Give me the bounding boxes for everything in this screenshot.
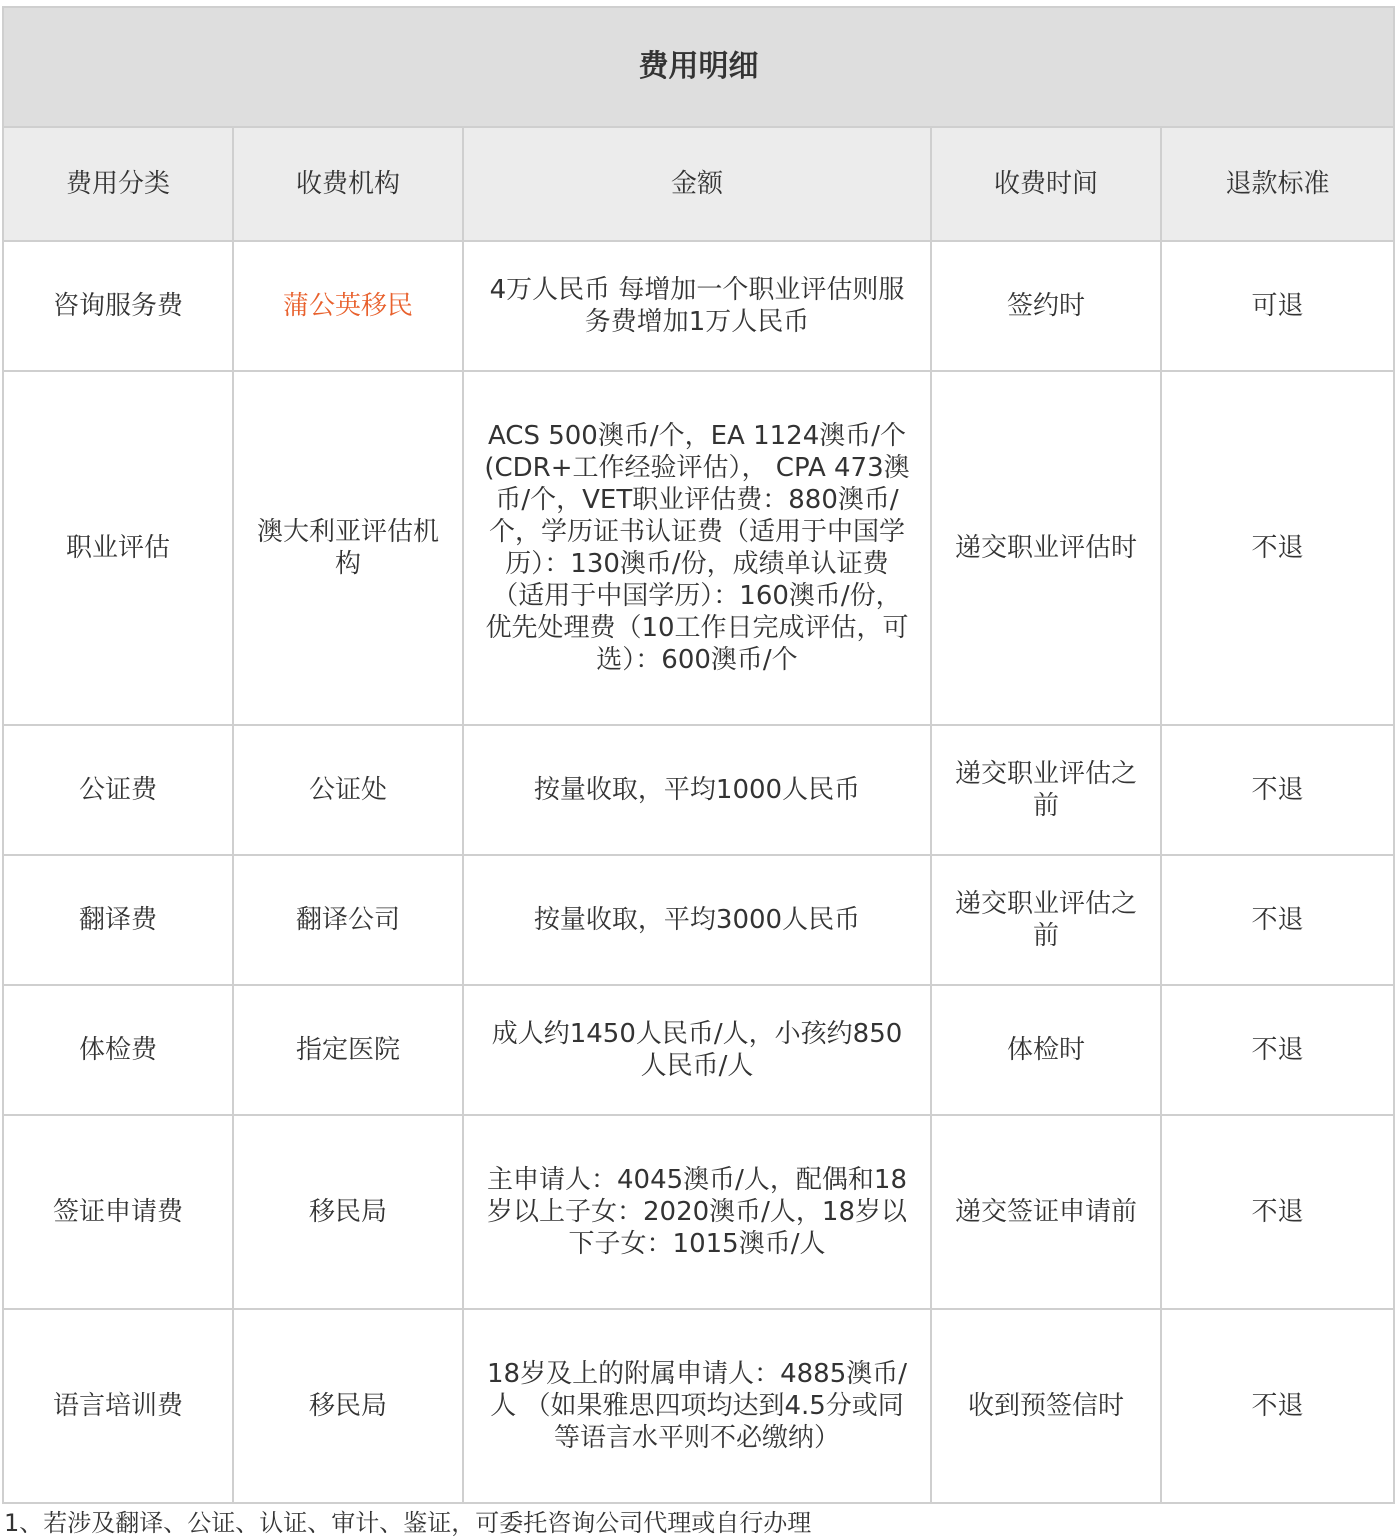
fee-category-cell: 签证申请费 [3,1115,233,1309]
column-header-refund: 退款标准 [1161,127,1394,241]
table-title: 费用明细 [3,7,1394,127]
column-header-amount: 金额 [463,127,931,241]
amount-cell: 按量收取，平均1000人民币 [463,725,931,855]
agency-link[interactable]: 蒲公英移民 [233,241,463,371]
column-header-category: 费用分类 [3,127,233,241]
fee-category-cell: 公证费 [3,725,233,855]
header-row [3,127,1394,241]
charge-time-cell: 递交职业评估时 [931,371,1161,725]
fee-category-cell: 咨询服务费 [3,241,233,371]
agency-cell: 澳大利亚评估机构 [233,371,463,725]
refund-cell: 不退 [1161,985,1394,1115]
fee-category-cell: 体检费 [3,985,233,1115]
agency-cell: 公证处 [233,725,463,855]
refund-cell: 不退 [1161,1309,1394,1503]
table-row [3,241,1394,371]
fee-detail-table [2,6,1395,1504]
charge-time-cell: 递交职业评估之前 [931,855,1161,985]
refund-cell: 不退 [1161,725,1394,855]
amount-cell: 18岁及上的附属申请人：4885澳币/人 （如果雅思四项均达到4.5分或同等语言水平则不必缴纳） [463,1309,931,1503]
refund-cell: 不退 [1161,371,1394,725]
table-row [3,985,1394,1115]
table-row [3,855,1394,985]
charge-time-cell: 体检时 [931,985,1161,1115]
amount-cell: 主申请人：4045澳币/人，配偶和18岁以上子女：2020澳币/人，18岁以下子女：1015澳币/人 [463,1115,931,1309]
amount-cell: 按量收取，平均3000人民币 [463,855,931,985]
fee-category-cell: 职业评估 [3,371,233,725]
fee-category-cell: 翻译费 [3,855,233,985]
footnote-text: 1、若涉及翻译、公证、认证、审计、鉴证，可委托咨询公司代理或自行办理 [4,1509,812,1537]
refund-cell: 不退 [1161,1115,1394,1309]
agency-cell: 移民局 [233,1115,463,1309]
agency-cell: 指定医院 [233,985,463,1115]
column-header-time: 收费时间 [931,127,1161,241]
table-row [3,1115,1394,1309]
amount-cell: 4万人民币 每增加一个职业评估则服务费增加1万人民币 [463,241,931,371]
refund-cell: 可退 [1161,241,1394,371]
charge-time-cell: 签约时 [931,241,1161,371]
fee-category-cell: 语言培训费 [3,1309,233,1503]
charge-time-cell: 递交签证申请前 [931,1115,1161,1309]
agency-cell: 翻译公司 [233,855,463,985]
table-row [3,725,1394,855]
charge-time-cell: 收到预签信时 [931,1309,1161,1503]
table-row [3,1309,1394,1503]
agency-cell: 移民局 [233,1309,463,1503]
refund-cell: 不退 [1161,855,1394,985]
amount-cell: ACS 500澳币/个，EA 1124澳币/个(CDR+工作经验评估）， CPA 473澳币/个，VET职业评估费：880澳币/个，学历证书认证费（适用于中国学历）：130澳币/份，成绩单认证费（适用于中国学历）：160澳币/份，优先处理费（10工作日完成评估，可选）：600澳币/个 [463,371,931,725]
charge-time-cell: 递交职业评估之前 [931,725,1161,855]
column-header-agency: 收费机构 [233,127,463,241]
amount-cell: 成人约1450人民币/人，小孩约850人民币/人 [463,985,931,1115]
table-row [3,371,1394,725]
